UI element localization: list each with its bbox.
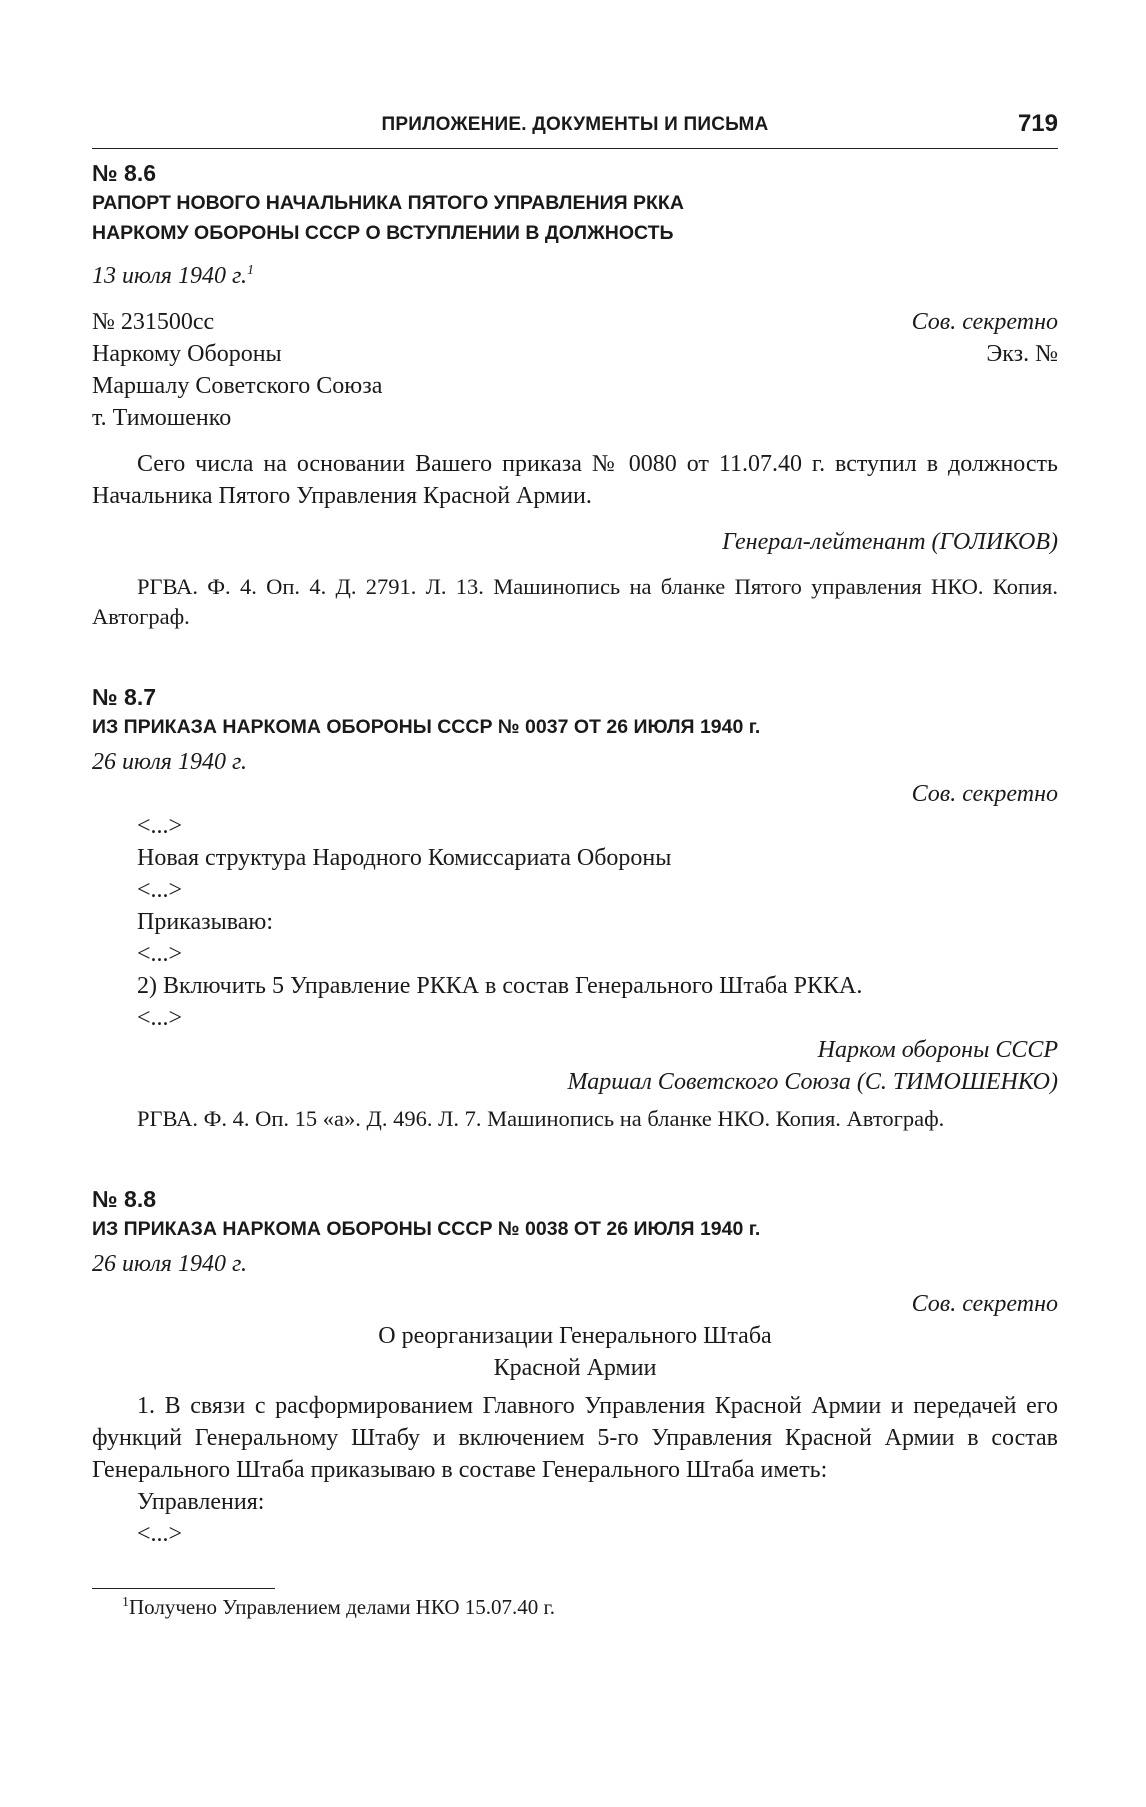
doc-number: № 8.6 [92, 160, 157, 186]
addressee-line: Наркому Обороны [92, 341, 282, 367]
footnote-text: Получено Управлением делами НКО 15.07.40 г. [129, 1595, 555, 1619]
document-8-7 [92, 682, 1058, 1134]
registration-number: № 231500сс [92, 309, 215, 335]
secrecy-stamp: Сов. секретно [911, 1291, 1058, 1317]
running-title: ПРИЛОЖЕНИЕ. ДОКУМЕНТЫ И ПИСЬМА [381, 114, 769, 135]
doc-number: № 8.7 [92, 684, 157, 710]
section-heading: Красной Армии [493, 1355, 657, 1381]
footnote-mark: 1 [122, 1595, 129, 1610]
omission-mark: <...> [137, 941, 183, 967]
doc-title-line: ИЗ ПРИКАЗА НАРКОМА ОБОРОНЫ СССР № 0037 ОТ 26 ИЮЛЯ 1940 г. [92, 716, 761, 738]
text-line: 2) Включить 5 Управление РККА в состав Генерального Штаба РККА. [137, 973, 863, 999]
signature: Нарком обороны СССР [817, 1037, 1058, 1063]
doc-number: № 8.8 [92, 1186, 157, 1212]
footnote [92, 1593, 1058, 1621]
archive-source: РГВА. Ф. 4. Оп. 15 «а». Д. 496. Л. 7. Машинопись на бланке НКО. Копия. Автограф. [137, 1106, 945, 1131]
page-content [92, 158, 1058, 1621]
omission-mark: <...> [137, 1005, 183, 1031]
reg-row [92, 306, 1058, 338]
addressee-line: Маршалу Советского Союза [92, 373, 383, 399]
footnote-rule [92, 1588, 275, 1589]
running-header [92, 108, 1058, 149]
secrecy-stamp: Сов. секретно [911, 309, 1058, 335]
secrecy-stamp: Сов. секретно [911, 781, 1058, 807]
omission-mark: <...> [137, 813, 183, 839]
document-8-8 [92, 1184, 1058, 1550]
body-paragraph: Сего числа на основании Вашего приказа № 0080 от 11.07.40 г. вступил в должность Начальника Пятого Управления Красной Армии. [92, 451, 1058, 509]
omission-mark: <...> [137, 1521, 183, 1547]
doc-date: 26 июля 1940 г. [92, 749, 247, 775]
omission-mark: <...> [137, 877, 183, 903]
doc-title-line: РАПОРТ НОВОГО НАЧАЛЬНИКА ПЯТОГО УПРАВЛЕНИЯ РККА [92, 192, 684, 214]
document-8-6 [92, 158, 1058, 632]
text-line: Приказываю: [137, 909, 273, 935]
doc-date-text: 13 июля 1940 г. [92, 263, 247, 289]
page-number: 719 [1017, 110, 1058, 137]
signature: Генерал-лейтенант (ГОЛИКОВ) [722, 529, 1058, 555]
archive-source: РГВА. Ф. 4. Оп. 4. Д. 2791. Л. 13. Машинопись на бланке Пятого управления НКО. Копия. Автограф. [92, 574, 1058, 629]
copy-number: Экз. № [986, 341, 1058, 367]
doc-title-line: ИЗ ПРИКАЗА НАРКОМА ОБОРОНЫ СССР № 0038 ОТ 26 ИЮЛЯ 1940 г. [92, 1218, 761, 1240]
section-heading: О реорганизации Генерального Штаба [378, 1323, 772, 1349]
doc-date: 26 июля 1940 г. [92, 1251, 247, 1277]
body-paragraph: 1. В связи с расформированием Главного Управления Красной Армии и передачей его функций Генеральному Штабу и включением 5-го Управления Красной Армии в состав Генерального Штаба приказываю в составе Генерального Штаба иметь: [92, 1393, 1058, 1483]
addressee-line: т. Тимошенко [92, 405, 232, 431]
doc-title-line: НАРКОМУ ОБОРОНЫ СССР О ВСТУПЛЕНИИ В ДОЛЖНОСТЬ [92, 222, 674, 244]
text-line: Новая структура Народного Комиссариата Обороны [137, 845, 672, 871]
text-line: Управления: [137, 1489, 265, 1515]
signature: Маршал Советского Союза (С. ТИМОШЕНКО) [567, 1069, 1058, 1095]
footnote-ref: 1 [247, 263, 254, 278]
doc-date [92, 260, 1058, 292]
